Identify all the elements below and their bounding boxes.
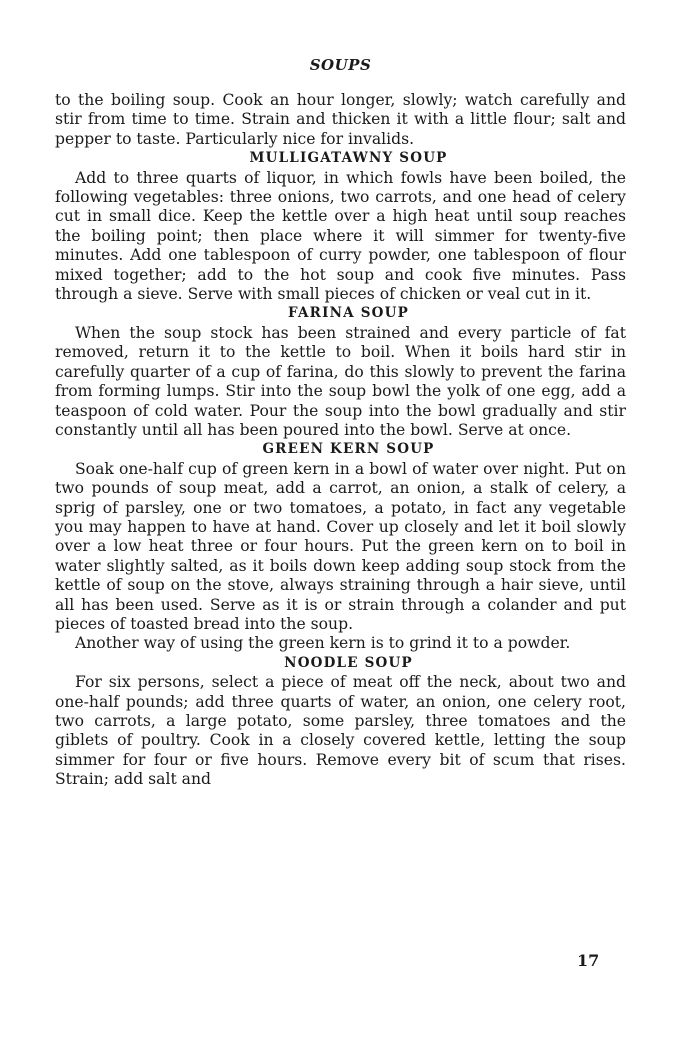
running-head: SOUPS <box>309 56 372 74</box>
book-page <box>55 55 626 790</box>
section-title-green-kern: GREEN KERN SOUP <box>262 441 435 458</box>
paragraph-noodle: For six persons, select a piece of meat off the neck, about two and one-half pounds; add three quarts of water, an onion, one celery root, two carrots, a large potato, some parsley, three tomatoes and the giblets of poultry. Cook in a closely covered kettle, letting the soup simmer for four or five hours. Remove every bit of scum that rises. Strain; add salt and <box>55 673 626 789</box>
page-number: 17 <box>577 951 600 970</box>
paragraph-green-kern-alt: Another way of using the green kern is to grind it to a powder. <box>75 634 571 653</box>
section-title-noodle: NOODLE SOUP <box>284 654 413 671</box>
paragraph-green-kern: Soak one-half cup of green kern in a bowl of water over night. Put on two pounds of soup meat, add a carrot, an onion, a stalk of celery, a sprig of parsley, one or two tomatoes, a potato, in fact any vegetable you may happen to have at hand. Cover up closely and let it boil slowly over a low heat three or four hours. Put the green kern on to boil in water slightly salted, as it boils down keep adding soup stock from the kettle of soup on the stove, always straining through a hair sieve, until all has been used. Serve as it is or strain through a colander and put pieces of toasted bread into the soup. <box>55 459 626 633</box>
intro-paragraph: to the boiling soup. Cook an hour longer, slowly; watch carefully and stir from time to time. Strain and thicken it with a little flour; salt and pepper to taste. Particularly nice for invalids. <box>55 91 626 148</box>
section-title-mulligatawny: MULLIGATAWNY SOUP <box>249 150 448 167</box>
section-title-farina: FARINA SOUP <box>288 305 409 322</box>
paragraph-mulligatawny: Add to three quarts of liquor, in which fowls have been boiled, the following vegetables: three onions, two carrots, and one head of celery cut in small dice. Keep the kettle over a high heat until soup reaches the boiling point; then place where it will simmer for twenty-five minutes. Add one tablespoon of curry powder, one tablespoon of flour mixed together; add to the hot soup and cook five minutes. Pass through a sieve. Serve with small pieces of chicken or veal cut in it. <box>55 168 626 304</box>
paragraph-farina: When the soup stock has been strained and every particle of fat removed, return it to the kettle to boil. When it boils hard stir in carefully quarter of a cup of farina, do this slowly to prevent the farina from forming lumps. Stir into the soup bowl the yolk of one egg, add a teaspoon of cold water. Pour the soup into the bowl gradually and stir constantly until all has been poured into the bowl. Serve at once. <box>55 323 626 439</box>
